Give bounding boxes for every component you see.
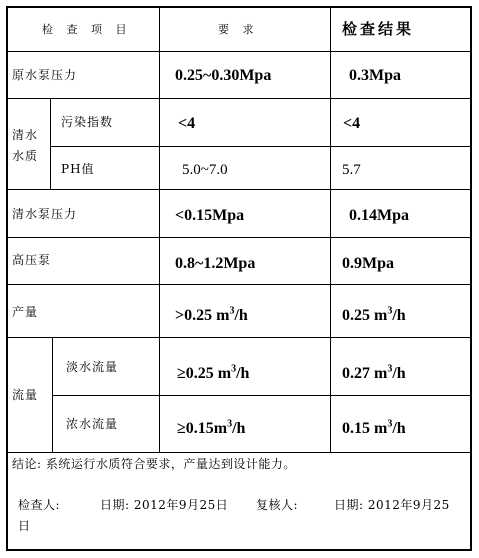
inspection-date: 日期: 2012年9月25日 [100,498,229,512]
unit-exponent: 3 [231,363,237,375]
output-requirement-unit: /h [234,307,248,324]
conc-flow-result [342,418,406,437]
hp-pump-result: 0.9Mpa [342,255,394,272]
row-divider [8,284,470,285]
output-result-value: 0.25 m [342,307,388,324]
fresh-flow-result-value: 0.27 m [342,365,388,382]
clear-pump-label: 清水泵压力 [12,207,78,221]
fresh-flow-requirement-unit: /h [236,365,250,382]
pollution-index-result: <4 [343,115,361,132]
ph-requirement: 5.0~7.0 [182,162,228,178]
col-divider [50,98,51,189]
output-result-unit: /h [392,307,406,324]
header-requirement: 要 求 [218,23,259,36]
output-requirement-value: >0.25 m [175,307,230,324]
row-divider [8,237,470,238]
conc-flow-requirement-unit: /h [232,420,246,437]
unit-exponent: 3 [387,363,393,375]
fresh-flow-label: 淡水流量 [66,360,119,374]
output-requirement [175,305,248,324]
unit-exponent: 3 [227,418,233,430]
row-divider [52,395,470,396]
conc-flow-requirement-value: ≥0.15m [177,420,228,437]
row-divider [8,337,470,338]
pollution-index-requirement: <4 [178,115,196,132]
header-item: 检 查 项 目 [42,23,132,36]
row-divider [8,452,470,453]
conc-flow-result-unit: /h [392,420,406,437]
flow-group-label: 流量 [12,388,39,402]
review-date: 日期: 2012年9月25 [334,498,450,512]
output-result [342,305,406,324]
unit-exponent: 3 [229,305,235,317]
col-divider [159,8,160,452]
conc-flow-result-value: 0.15 m [342,420,388,437]
row-divider [8,189,470,190]
raw-pump-result: 0.3Mpa [349,67,401,84]
fresh-flow-requirement [177,363,250,382]
hp-pump-requirement: 0.8~1.2Mpa [175,255,256,272]
row-divider [8,51,470,52]
clear-water-group-label: 水质 [12,149,39,163]
col-divider [52,337,53,452]
row-divider [8,98,470,99]
fresh-flow-result [342,363,406,382]
clear-water-group-label: 清水 [12,128,39,142]
fresh-flow-result-unit: /h [392,365,406,382]
conc-flow-requirement [177,418,246,437]
inspection-table [6,6,472,551]
conc-flow-label: 浓水流量 [66,417,119,431]
header-result: 检查结果 [342,20,415,38]
row-divider [50,146,470,147]
output-label: 产量 [12,305,39,319]
ph-result: 5.7 [342,162,361,178]
clear-pump-requirement: <0.15Mpa [175,207,245,224]
review-date-wrap: 日 [18,519,31,533]
hp-pump-label: 高压泵 [12,253,52,267]
unit-exponent: 3 [387,305,393,317]
fresh-flow-requirement-value: ≥0.25 m [177,365,232,382]
conclusion-text: 结论: 系统运行水质符合要求，产量达到设计能力。 [12,457,296,471]
clear-pump-result: 0.14Mpa [349,207,409,224]
ph-label: PH值 [61,162,95,176]
pollution-index-label: 污染指数 [61,115,114,129]
inspector-label: 检查人: [18,498,61,512]
unit-exponent: 3 [387,418,393,430]
col-divider [330,8,331,452]
raw-pump-label: 原水泵压力 [12,68,78,82]
reviewer-label: 复核人: [256,498,299,512]
raw-pump-requirement: 0.25~0.30Mpa [175,67,272,84]
